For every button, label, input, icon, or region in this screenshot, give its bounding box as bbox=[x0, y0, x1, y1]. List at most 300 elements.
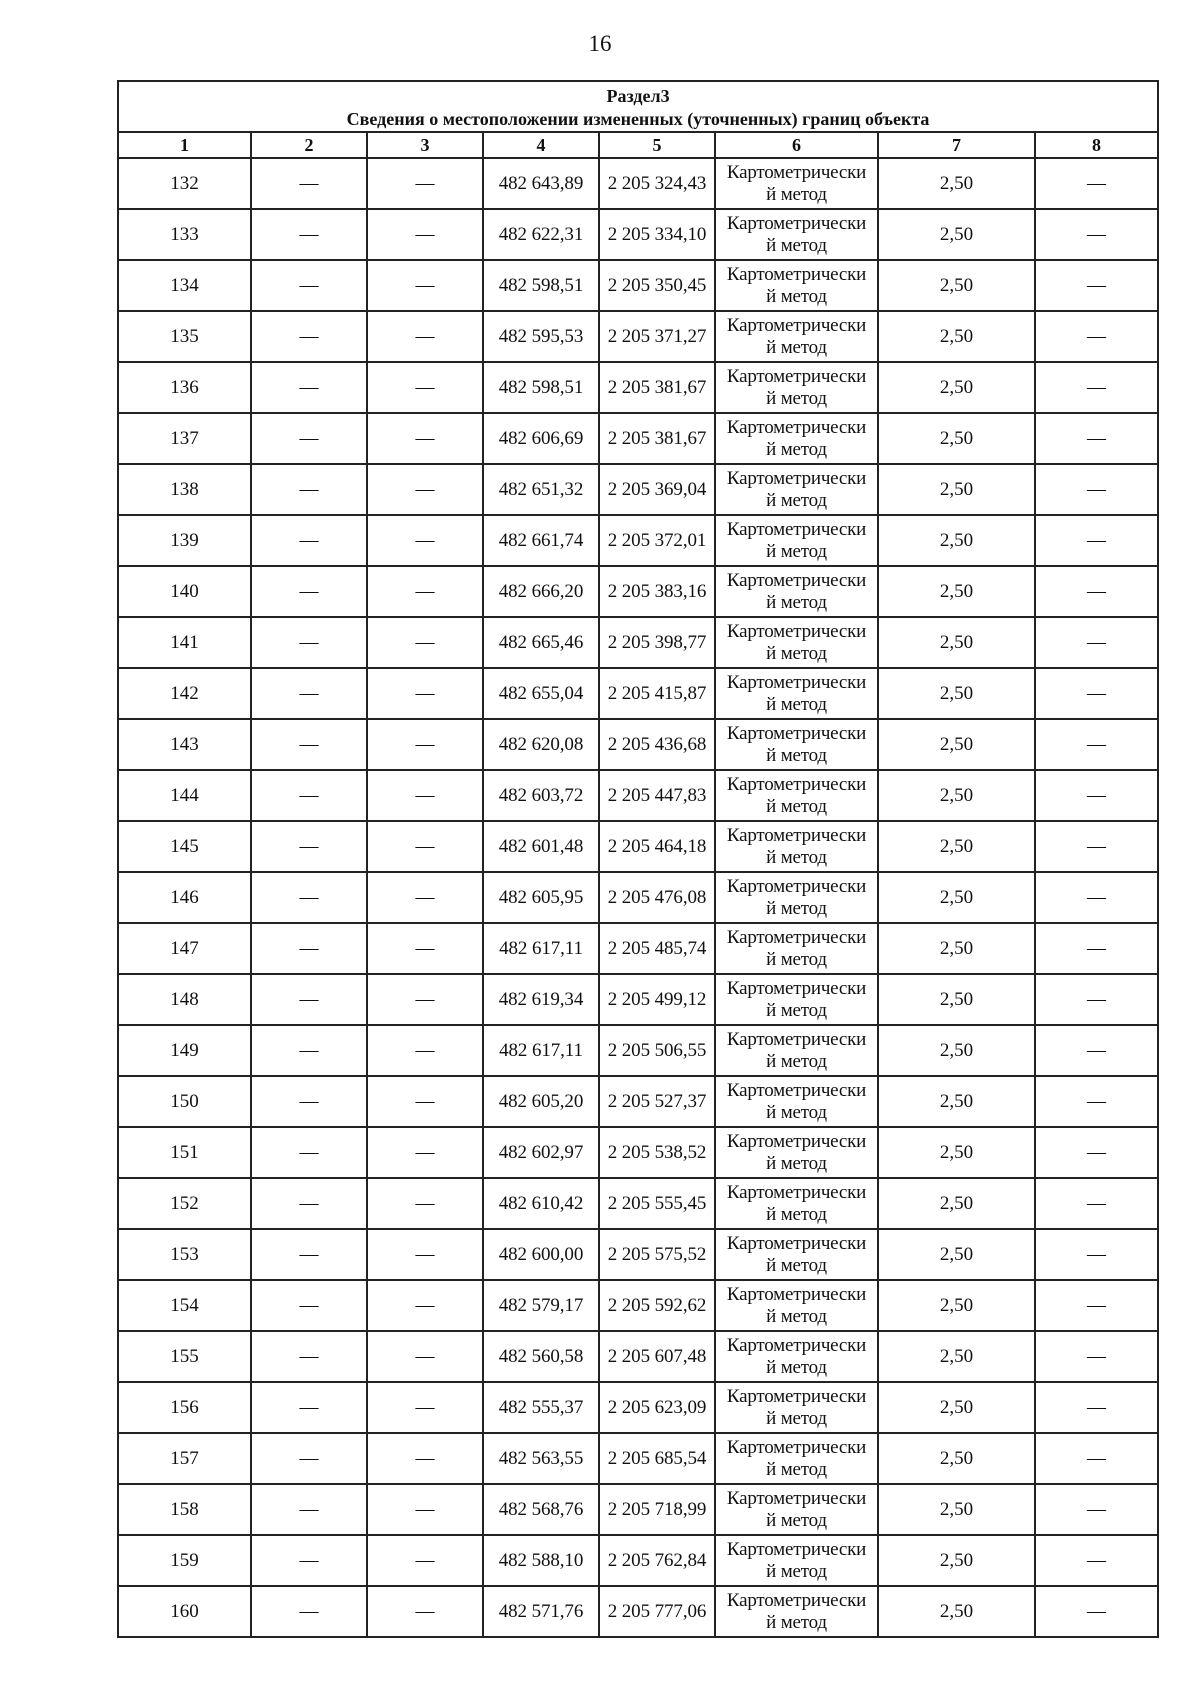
point-number-cell: 156 bbox=[118, 1382, 251, 1433]
point-number-cell: 138 bbox=[118, 464, 251, 515]
method-cell bbox=[715, 1229, 878, 1280]
column-8-cell: — bbox=[1035, 1280, 1158, 1331]
method-line-2: й метод bbox=[766, 1509, 827, 1531]
accuracy-cell: 2,50 bbox=[878, 617, 1035, 668]
column-3-cell: — bbox=[367, 1280, 483, 1331]
point-number-cell: 137 bbox=[118, 413, 251, 464]
method-cell bbox=[715, 1025, 878, 1076]
point-number-cell: 160 bbox=[118, 1586, 251, 1637]
column-3-cell: — bbox=[367, 1586, 483, 1637]
column-3-cell: — bbox=[367, 464, 483, 515]
point-number-cell: 145 bbox=[118, 821, 251, 872]
y-coordinate-cell: 2 205 777,06 bbox=[599, 1586, 715, 1637]
column-8-cell: — bbox=[1035, 1382, 1158, 1433]
x-coordinate-cell: 482 560,58 bbox=[483, 1331, 599, 1382]
method-cell bbox=[715, 1586, 878, 1637]
table-row bbox=[118, 1535, 1158, 1586]
column-8-cell: — bbox=[1035, 362, 1158, 413]
method-cell bbox=[715, 821, 878, 872]
method-line-2: й метод bbox=[766, 591, 827, 613]
column-8-cell: — bbox=[1035, 1076, 1158, 1127]
table-row bbox=[118, 1382, 1158, 1433]
x-coordinate-cell: 482 617,11 bbox=[483, 1025, 599, 1076]
x-coordinate-cell: 482 588,10 bbox=[483, 1535, 599, 1586]
y-coordinate-cell: 2 205 334,10 bbox=[599, 209, 715, 260]
y-coordinate-cell: 2 205 476,08 bbox=[599, 872, 715, 923]
method-cell bbox=[715, 974, 878, 1025]
column-8-cell: — bbox=[1035, 1229, 1158, 1280]
method-line-1: Картометрически bbox=[726, 1232, 867, 1254]
method-line-1: Картометрически bbox=[726, 365, 867, 387]
x-coordinate-cell: 482 605,20 bbox=[483, 1076, 599, 1127]
method-cell bbox=[715, 1433, 878, 1484]
method-line-2: й метод bbox=[766, 489, 827, 511]
table-body bbox=[118, 158, 1158, 1637]
y-coordinate-cell: 2 205 369,04 bbox=[599, 464, 715, 515]
point-number-cell: 142 bbox=[118, 668, 251, 719]
method-cell bbox=[715, 158, 878, 209]
accuracy-cell: 2,50 bbox=[878, 413, 1035, 464]
table-row bbox=[118, 260, 1158, 311]
column-3-cell: — bbox=[367, 770, 483, 821]
method-cell bbox=[715, 260, 878, 311]
method-cell bbox=[715, 209, 878, 260]
method-line-1: Картометрически bbox=[726, 569, 867, 591]
method-line-1: Картометрически bbox=[726, 773, 867, 795]
accuracy-cell: 2,50 bbox=[878, 1535, 1035, 1586]
method-line-1: Картометрически bbox=[726, 1283, 867, 1305]
table-row bbox=[118, 515, 1158, 566]
accuracy-cell: 2,50 bbox=[878, 821, 1035, 872]
method-line-2: й метод bbox=[766, 1050, 827, 1072]
method-line-2: й метод bbox=[766, 999, 827, 1021]
accuracy-cell: 2,50 bbox=[878, 311, 1035, 362]
column-2-cell: — bbox=[251, 719, 367, 770]
x-coordinate-cell: 482 603,72 bbox=[483, 770, 599, 821]
column-header-4: 4 bbox=[483, 132, 599, 158]
accuracy-cell: 2,50 bbox=[878, 260, 1035, 311]
table-row bbox=[118, 1280, 1158, 1331]
point-number-cell: 141 bbox=[118, 617, 251, 668]
y-coordinate-cell: 2 205 464,18 bbox=[599, 821, 715, 872]
column-8-cell: — bbox=[1035, 158, 1158, 209]
table-row bbox=[118, 1331, 1158, 1382]
method-cell bbox=[715, 1382, 878, 1433]
column-8-cell: — bbox=[1035, 464, 1158, 515]
column-8-cell: — bbox=[1035, 719, 1158, 770]
column-8-cell: — bbox=[1035, 872, 1158, 923]
x-coordinate-cell: 482 600,00 bbox=[483, 1229, 599, 1280]
method-line-2: й метод bbox=[766, 693, 827, 715]
column-8-cell: — bbox=[1035, 1484, 1158, 1535]
accuracy-cell: 2,50 bbox=[878, 923, 1035, 974]
method-cell bbox=[715, 566, 878, 617]
accuracy-cell: 2,50 bbox=[878, 1484, 1035, 1535]
method-line-2: й метод bbox=[766, 1356, 827, 1378]
method-line-2: й метод bbox=[766, 540, 827, 562]
column-header-1: 1 bbox=[118, 132, 251, 158]
x-coordinate-cell: 482 666,20 bbox=[483, 566, 599, 617]
column-2-cell: — bbox=[251, 1433, 367, 1484]
method-line-1: Картометрически bbox=[726, 671, 867, 693]
column-2-cell: — bbox=[251, 1178, 367, 1229]
column-2-cell: — bbox=[251, 617, 367, 668]
column-2-cell: — bbox=[251, 1127, 367, 1178]
column-3-cell: — bbox=[367, 566, 483, 617]
method-cell bbox=[715, 1076, 878, 1127]
y-coordinate-cell: 2 205 718,99 bbox=[599, 1484, 715, 1535]
method-line-1: Картометрически bbox=[726, 1385, 867, 1407]
point-number-cell: 150 bbox=[118, 1076, 251, 1127]
table-row bbox=[118, 770, 1158, 821]
table-row bbox=[118, 209, 1158, 260]
table-row bbox=[118, 1433, 1158, 1484]
table-row bbox=[118, 362, 1158, 413]
accuracy-cell: 2,50 bbox=[878, 974, 1035, 1025]
column-8-cell: — bbox=[1035, 413, 1158, 464]
column-3-cell: — bbox=[367, 1178, 483, 1229]
column-8-cell: — bbox=[1035, 668, 1158, 719]
method-line-1: Картометрически bbox=[726, 161, 867, 183]
column-3-cell: — bbox=[367, 1331, 483, 1382]
column-8-cell: — bbox=[1035, 821, 1158, 872]
method-line-1: Картометрически bbox=[726, 1436, 867, 1458]
accuracy-cell: 2,50 bbox=[878, 1127, 1035, 1178]
column-8-cell: — bbox=[1035, 1586, 1158, 1637]
method-line-2: й метод bbox=[766, 1611, 827, 1633]
y-coordinate-cell: 2 205 575,52 bbox=[599, 1229, 715, 1280]
point-number-cell: 136 bbox=[118, 362, 251, 413]
y-coordinate-cell: 2 205 383,16 bbox=[599, 566, 715, 617]
point-number-cell: 149 bbox=[118, 1025, 251, 1076]
column-header-8: 8 bbox=[1035, 132, 1158, 158]
column-2-cell: — bbox=[251, 1229, 367, 1280]
x-coordinate-cell: 482 619,34 bbox=[483, 974, 599, 1025]
boundary-table bbox=[117, 80, 1159, 1638]
method-cell bbox=[715, 362, 878, 413]
column-3-cell: — bbox=[367, 1025, 483, 1076]
column-2-cell: — bbox=[251, 1484, 367, 1535]
method-line-2: й метод bbox=[766, 948, 827, 970]
method-line-2: й метод bbox=[766, 336, 827, 358]
table-row bbox=[118, 1178, 1158, 1229]
column-3-cell: — bbox=[367, 668, 483, 719]
x-coordinate-cell: 482 617,11 bbox=[483, 923, 599, 974]
column-8-cell: — bbox=[1035, 515, 1158, 566]
table-row bbox=[118, 821, 1158, 872]
accuracy-cell: 2,50 bbox=[878, 515, 1035, 566]
method-line-1: Картометрически bbox=[726, 926, 867, 948]
table-row bbox=[118, 1127, 1158, 1178]
y-coordinate-cell: 2 205 555,45 bbox=[599, 1178, 715, 1229]
x-coordinate-cell: 482 651,32 bbox=[483, 464, 599, 515]
table-row bbox=[118, 413, 1158, 464]
method-line-2: й метод bbox=[766, 744, 827, 766]
table-row bbox=[118, 464, 1158, 515]
y-coordinate-cell: 2 205 447,83 bbox=[599, 770, 715, 821]
x-coordinate-cell: 482 568,76 bbox=[483, 1484, 599, 1535]
method-line-2: й метод bbox=[766, 1407, 827, 1429]
table-row bbox=[118, 617, 1158, 668]
method-line-1: Картометрически bbox=[726, 1028, 867, 1050]
method-cell bbox=[715, 1331, 878, 1382]
point-number-cell: 133 bbox=[118, 209, 251, 260]
method-line-1: Картометрически bbox=[726, 212, 867, 234]
method-cell bbox=[715, 719, 878, 770]
point-number-cell: 158 bbox=[118, 1484, 251, 1535]
y-coordinate-cell: 2 205 436,68 bbox=[599, 719, 715, 770]
column-2-cell: — bbox=[251, 1535, 367, 1586]
point-number-cell: 146 bbox=[118, 872, 251, 923]
table-row bbox=[118, 872, 1158, 923]
accuracy-cell: 2,50 bbox=[878, 770, 1035, 821]
column-8-cell: — bbox=[1035, 1025, 1158, 1076]
y-coordinate-cell: 2 205 499,12 bbox=[599, 974, 715, 1025]
column-8-cell: — bbox=[1035, 260, 1158, 311]
column-2-cell: — bbox=[251, 260, 367, 311]
column-3-cell: — bbox=[367, 872, 483, 923]
method-cell bbox=[715, 464, 878, 515]
method-cell bbox=[715, 668, 878, 719]
accuracy-cell: 2,50 bbox=[878, 1331, 1035, 1382]
method-line-1: Картометрически bbox=[726, 1487, 867, 1509]
point-number-cell: 140 bbox=[118, 566, 251, 617]
column-3-cell: — bbox=[367, 413, 483, 464]
column-3-cell: — bbox=[367, 515, 483, 566]
column-8-cell: — bbox=[1035, 1331, 1158, 1382]
point-number-cell: 143 bbox=[118, 719, 251, 770]
method-cell bbox=[715, 311, 878, 362]
method-line-1: Картометрически bbox=[726, 263, 867, 285]
column-3-cell: — bbox=[367, 617, 483, 668]
x-coordinate-cell: 482 605,95 bbox=[483, 872, 599, 923]
accuracy-cell: 2,50 bbox=[878, 1280, 1035, 1331]
x-coordinate-cell: 482 620,08 bbox=[483, 719, 599, 770]
y-coordinate-cell: 2 205 381,67 bbox=[599, 413, 715, 464]
method-line-1: Картометрически bbox=[726, 1538, 867, 1560]
column-2-cell: — bbox=[251, 668, 367, 719]
table-row bbox=[118, 1229, 1158, 1280]
accuracy-cell: 2,50 bbox=[878, 1382, 1035, 1433]
method-line-2: й метод bbox=[766, 1560, 827, 1582]
column-2-cell: — bbox=[251, 821, 367, 872]
method-line-1: Картометрически bbox=[726, 314, 867, 336]
method-line-2: й метод bbox=[766, 642, 827, 664]
column-2-cell: — bbox=[251, 362, 367, 413]
method-line-2: й метод bbox=[766, 846, 827, 868]
x-coordinate-cell: 482 601,48 bbox=[483, 821, 599, 872]
y-coordinate-cell: 2 205 506,55 bbox=[599, 1025, 715, 1076]
column-2-cell: — bbox=[251, 1586, 367, 1637]
column-2-cell: — bbox=[251, 1025, 367, 1076]
method-line-2: й метод bbox=[766, 1458, 827, 1480]
column-2-cell: — bbox=[251, 974, 367, 1025]
x-coordinate-cell: 482 598,51 bbox=[483, 362, 599, 413]
point-number-cell: 155 bbox=[118, 1331, 251, 1382]
method-line-2: й метод bbox=[766, 1152, 827, 1174]
accuracy-cell: 2,50 bbox=[878, 668, 1035, 719]
method-cell bbox=[715, 770, 878, 821]
y-coordinate-cell: 2 205 398,77 bbox=[599, 617, 715, 668]
column-2-cell: — bbox=[251, 1076, 367, 1127]
column-3-cell: — bbox=[367, 1127, 483, 1178]
accuracy-cell: 2,50 bbox=[878, 1178, 1035, 1229]
point-number-cell: 157 bbox=[118, 1433, 251, 1484]
column-header-6: 6 bbox=[715, 132, 878, 158]
accuracy-cell: 2,50 bbox=[878, 1433, 1035, 1484]
accuracy-cell: 2,50 bbox=[878, 566, 1035, 617]
x-coordinate-cell: 482 602,97 bbox=[483, 1127, 599, 1178]
y-coordinate-cell: 2 205 381,67 bbox=[599, 362, 715, 413]
column-2-cell: — bbox=[251, 413, 367, 464]
column-3-cell: — bbox=[367, 311, 483, 362]
method-line-1: Картометрически bbox=[726, 1130, 867, 1152]
table-row bbox=[118, 1076, 1158, 1127]
x-coordinate-cell: 482 595,53 bbox=[483, 311, 599, 362]
column-8-cell: — bbox=[1035, 209, 1158, 260]
table-row bbox=[118, 668, 1158, 719]
x-coordinate-cell: 482 655,04 bbox=[483, 668, 599, 719]
column-header-3: 3 bbox=[367, 132, 483, 158]
y-coordinate-cell: 2 205 592,62 bbox=[599, 1280, 715, 1331]
column-8-cell: — bbox=[1035, 770, 1158, 821]
method-line-2: й метод bbox=[766, 1254, 827, 1276]
method-line-2: й метод bbox=[766, 1305, 827, 1327]
column-2-cell: — bbox=[251, 566, 367, 617]
y-coordinate-cell: 2 205 607,48 bbox=[599, 1331, 715, 1382]
method-cell bbox=[715, 1535, 878, 1586]
x-coordinate-cell: 482 555,37 bbox=[483, 1382, 599, 1433]
accuracy-cell: 2,50 bbox=[878, 1076, 1035, 1127]
method-cell bbox=[715, 413, 878, 464]
y-coordinate-cell: 2 205 623,09 bbox=[599, 1382, 715, 1433]
table-row bbox=[118, 158, 1158, 209]
column-2-cell: — bbox=[251, 158, 367, 209]
accuracy-cell: 2,50 bbox=[878, 872, 1035, 923]
method-cell bbox=[715, 1127, 878, 1178]
method-line-2: й метод bbox=[766, 285, 827, 307]
accuracy-cell: 2,50 bbox=[878, 464, 1035, 515]
y-coordinate-cell: 2 205 685,54 bbox=[599, 1433, 715, 1484]
point-number-cell: 147 bbox=[118, 923, 251, 974]
column-8-cell: — bbox=[1035, 1535, 1158, 1586]
point-number-cell: 154 bbox=[118, 1280, 251, 1331]
method-line-2: й метод bbox=[766, 387, 827, 409]
accuracy-cell: 2,50 bbox=[878, 1586, 1035, 1637]
point-number-cell: 134 bbox=[118, 260, 251, 311]
column-3-cell: — bbox=[367, 362, 483, 413]
method-cell bbox=[715, 923, 878, 974]
method-cell bbox=[715, 1484, 878, 1535]
column-3-cell: — bbox=[367, 1433, 483, 1484]
column-2-cell: — bbox=[251, 464, 367, 515]
column-2-cell: — bbox=[251, 1382, 367, 1433]
point-number-cell: 159 bbox=[118, 1535, 251, 1586]
column-3-cell: — bbox=[367, 1535, 483, 1586]
x-coordinate-cell: 482 571,76 bbox=[483, 1586, 599, 1637]
section-label: Раздел3 bbox=[118, 81, 1158, 107]
method-line-2: й метод bbox=[766, 438, 827, 460]
x-coordinate-cell: 482 661,74 bbox=[483, 515, 599, 566]
column-2-cell: — bbox=[251, 209, 367, 260]
column-header-row bbox=[118, 132, 1158, 158]
column-3-cell: — bbox=[367, 923, 483, 974]
x-coordinate-cell: 482 622,31 bbox=[483, 209, 599, 260]
column-2-cell: — bbox=[251, 1280, 367, 1331]
y-coordinate-cell: 2 205 527,37 bbox=[599, 1076, 715, 1127]
column-8-cell: — bbox=[1035, 1127, 1158, 1178]
point-number-cell: 135 bbox=[118, 311, 251, 362]
y-coordinate-cell: 2 205 324,43 bbox=[599, 158, 715, 209]
method-cell bbox=[715, 617, 878, 668]
method-cell bbox=[715, 515, 878, 566]
x-coordinate-cell: 482 643,89 bbox=[483, 158, 599, 209]
column-8-cell: — bbox=[1035, 974, 1158, 1025]
table-row bbox=[118, 719, 1158, 770]
x-coordinate-cell: 482 579,17 bbox=[483, 1280, 599, 1331]
method-line-2: й метод bbox=[766, 897, 827, 919]
method-line-2: й метод bbox=[766, 1203, 827, 1225]
method-line-2: й метод bbox=[766, 1101, 827, 1123]
accuracy-cell: 2,50 bbox=[878, 362, 1035, 413]
accuracy-cell: 2,50 bbox=[878, 158, 1035, 209]
y-coordinate-cell: 2 205 538,52 bbox=[599, 1127, 715, 1178]
table-row bbox=[118, 974, 1158, 1025]
accuracy-cell: 2,50 bbox=[878, 719, 1035, 770]
y-coordinate-cell: 2 205 371,27 bbox=[599, 311, 715, 362]
method-line-1: Картометрически bbox=[726, 875, 867, 897]
column-3-cell: — bbox=[367, 1484, 483, 1535]
method-line-1: Картометрически bbox=[726, 518, 867, 540]
column-8-cell: — bbox=[1035, 617, 1158, 668]
x-coordinate-cell: 482 665,46 bbox=[483, 617, 599, 668]
method-line-1: Картометрически bbox=[726, 977, 867, 999]
column-3-cell: — bbox=[367, 821, 483, 872]
column-2-cell: — bbox=[251, 923, 367, 974]
column-3-cell: — bbox=[367, 719, 483, 770]
point-number-cell: 132 bbox=[118, 158, 251, 209]
accuracy-cell: 2,50 bbox=[878, 209, 1035, 260]
column-header-7: 7 bbox=[878, 132, 1035, 158]
point-number-cell: 152 bbox=[118, 1178, 251, 1229]
column-2-cell: — bbox=[251, 311, 367, 362]
column-8-cell: — bbox=[1035, 1433, 1158, 1484]
table-row bbox=[118, 923, 1158, 974]
method-line-1: Картометрически bbox=[726, 722, 867, 744]
method-cell bbox=[715, 1280, 878, 1331]
x-coordinate-cell: 482 563,55 bbox=[483, 1433, 599, 1484]
x-coordinate-cell: 482 606,69 bbox=[483, 413, 599, 464]
accuracy-cell: 2,50 bbox=[878, 1229, 1035, 1280]
method-line-2: й метод bbox=[766, 183, 827, 205]
point-number-cell: 139 bbox=[118, 515, 251, 566]
y-coordinate-cell: 2 205 372,01 bbox=[599, 515, 715, 566]
table-row bbox=[118, 311, 1158, 362]
point-number-cell: 153 bbox=[118, 1229, 251, 1280]
method-line-1: Картометрически bbox=[726, 416, 867, 438]
method-line-1: Картометрически bbox=[726, 1181, 867, 1203]
method-line-2: й метод bbox=[766, 795, 827, 817]
column-8-cell: — bbox=[1035, 1178, 1158, 1229]
x-coordinate-cell: 482 598,51 bbox=[483, 260, 599, 311]
method-cell bbox=[715, 1178, 878, 1229]
column-3-cell: — bbox=[367, 1229, 483, 1280]
method-line-1: Картометрически bbox=[726, 1334, 867, 1356]
accuracy-cell: 2,50 bbox=[878, 1025, 1035, 1076]
point-number-cell: 144 bbox=[118, 770, 251, 821]
column-header-5: 5 bbox=[599, 132, 715, 158]
method-line-1: Картометрически bbox=[726, 467, 867, 489]
